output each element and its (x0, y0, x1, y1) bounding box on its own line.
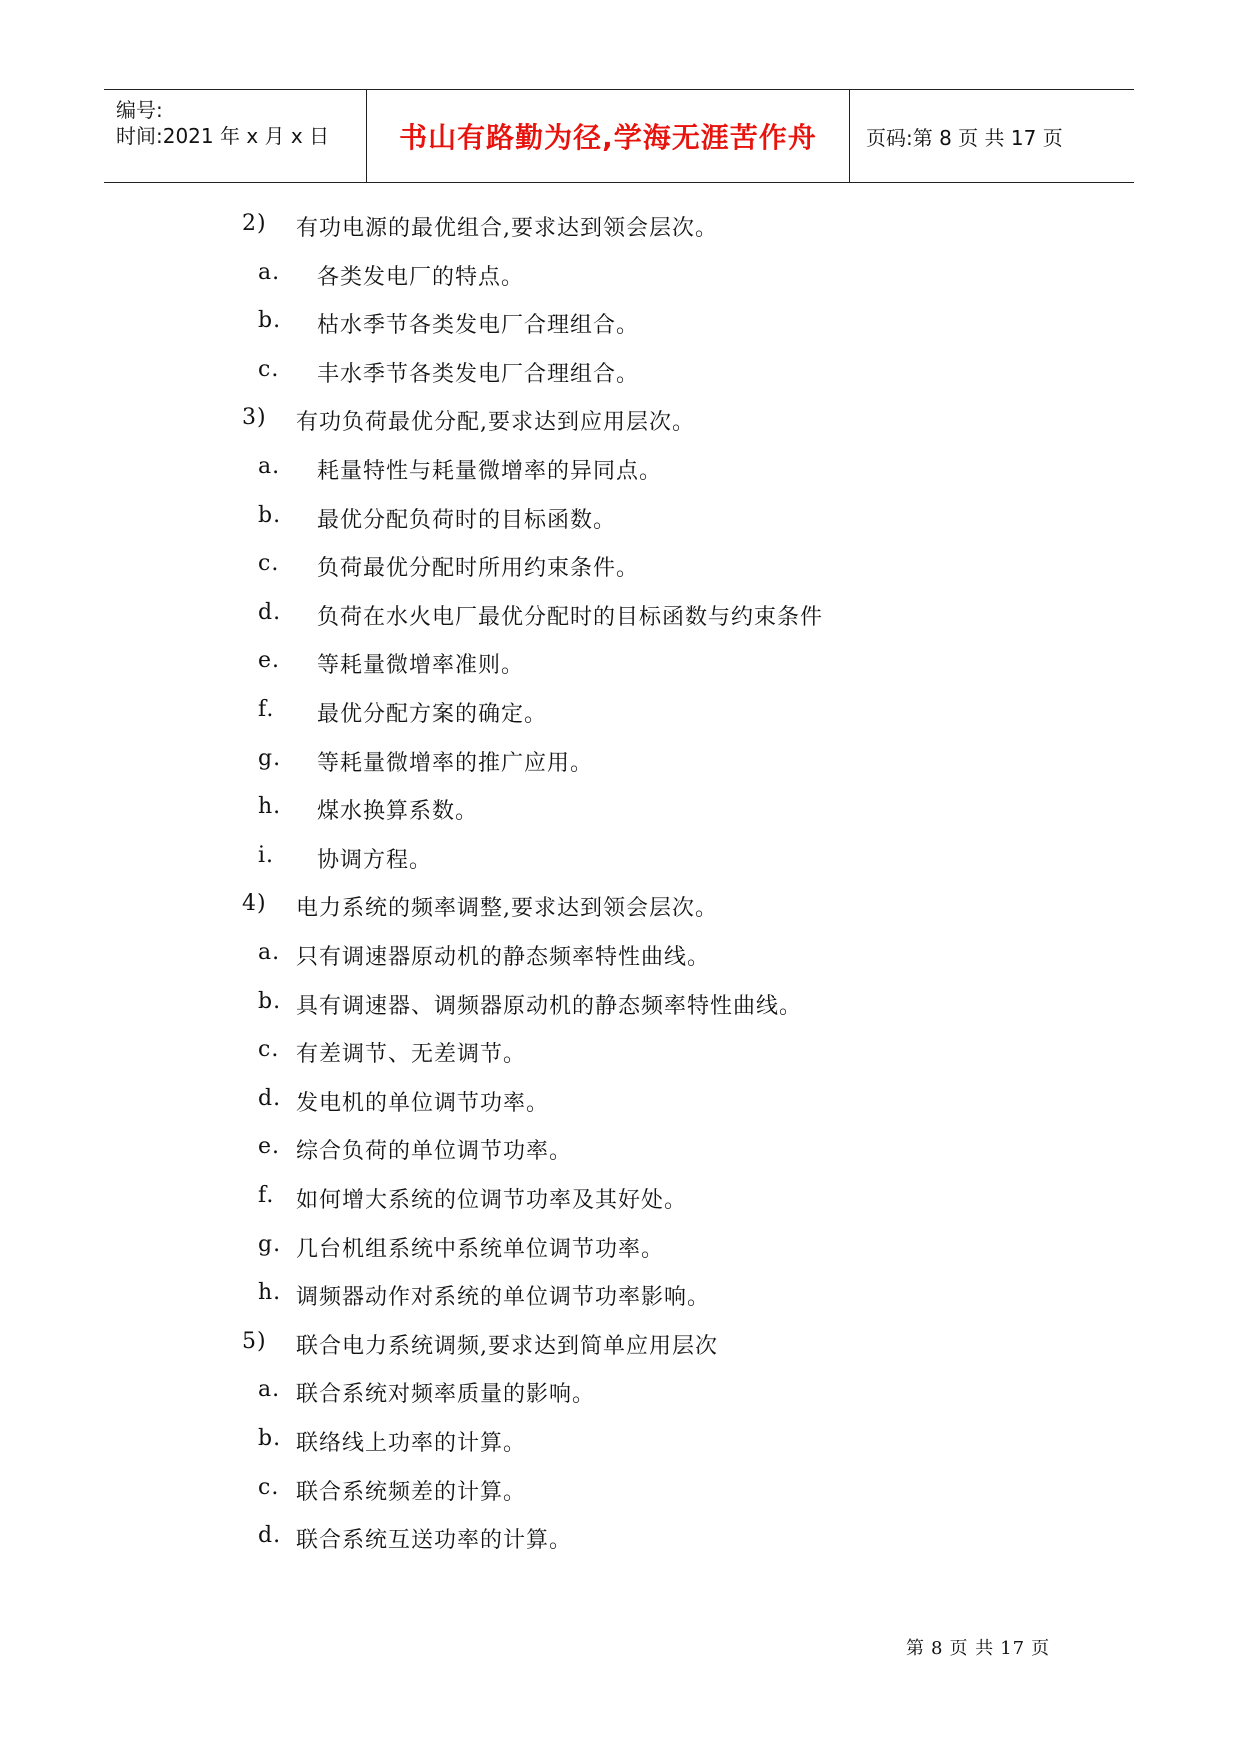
item-text: 如何增大系统的位调节功率及其好处。 (296, 1188, 688, 1213)
footer-suffix: 页 (1031, 1638, 1051, 1659)
item-letter: b. (258, 502, 282, 528)
section-title: 电力系统的频率调整,要求达到领会层次。 (296, 896, 718, 922)
item-letter: e. (258, 1134, 281, 1160)
section-title: 联合电力系统调频,要求达到简单应用层次 (296, 1333, 718, 1359)
page-header (104, 89, 1134, 183)
item-text: 具有调速器、调频器原动机的静态频率特性曲线。 (296, 993, 803, 1019)
item-letter: a. (258, 259, 281, 285)
header-right-cell (850, 90, 1134, 182)
item-letter: c. (258, 1474, 280, 1500)
item-letter: g. (258, 745, 282, 771)
item-letter: b. (258, 1426, 282, 1451)
section-number: 2) (242, 211, 267, 236)
header-page-label: 页码:第 8 页 共 17 页 (866, 126, 1063, 150)
item-text: 有差调节、无差调节。 (296, 1042, 527, 1068)
item-text: 耗量特性与耗量微增率的异同点。 (317, 459, 663, 484)
doc-number-label: 编号: (116, 98, 163, 122)
item-letter: d. (258, 599, 282, 625)
item-letter: e. (258, 648, 281, 674)
item-letter: f. (258, 697, 275, 722)
item-letter: b. (258, 988, 282, 1014)
item-text: 发电机的单位调节功率。 (296, 1090, 550, 1116)
section-number: 5) (242, 1328, 267, 1354)
footer-total-pages: 17 (1000, 1638, 1026, 1659)
item-letter: i. (258, 842, 275, 868)
item-letter: f. (258, 1183, 275, 1208)
item-text: 协调方程。 (317, 847, 433, 873)
item-letter: d. (258, 1523, 282, 1549)
item-text: 联合系统频差的计算。 (296, 1479, 527, 1505)
item-letter: d. (258, 1085, 282, 1111)
item-text: 等耗量微增率的推广应用。 (317, 750, 594, 776)
item-letter: c. (258, 1037, 280, 1063)
item-letter: a. (258, 1377, 281, 1403)
section-title: 有功电源的最优组合,要求达到领会层次。 (296, 216, 718, 241)
section-number: 4) (242, 891, 267, 917)
item-letter: a. (258, 454, 281, 479)
item-letter: b. (258, 308, 282, 334)
item-letter: h. (258, 1280, 282, 1306)
item-text: 各类发电厂的特点。 (317, 264, 525, 290)
item-text: 联络线上功率的计算。 (296, 1431, 527, 1456)
footer-current-page: 8 (931, 1638, 944, 1659)
item-text: 负荷最优分配时所用约束条件。 (317, 556, 640, 582)
item-text: 几台机组系统中系统单位调节功率。 (296, 1236, 665, 1262)
page-footer (906, 1634, 1056, 1660)
item-text: 调频器动作对系统的单位调节功率影响。 (296, 1285, 711, 1311)
section-title: 有功负荷最优分配,要求达到应用层次。 (296, 410, 695, 436)
item-text: 负荷在水火电厂最优分配时的目标函数与约束条件 (317, 604, 824, 630)
item-text: 联合系统对频率质量的影响。 (296, 1382, 596, 1408)
item-text: 等耗量微增率准则。 (317, 653, 525, 679)
header-middle-cell (367, 90, 850, 182)
item-text: 只有调速器原动机的静态频率特性曲线。 (296, 945, 711, 970)
item-text: 联合系统互送功率的计算。 (296, 1528, 573, 1554)
item-letter: g. (258, 1231, 282, 1257)
item-text: 综合负荷的单位调节功率。 (296, 1139, 573, 1165)
item-text: 丰水季节各类发电厂合理组合。 (317, 361, 640, 387)
header-left-cell (104, 90, 367, 182)
item-text: 最优分配负荷时的目标函数。 (317, 507, 617, 533)
item-letter: c. (258, 551, 280, 577)
section-number: 3) (242, 405, 267, 431)
item-letter: c. (258, 356, 280, 382)
item-text: 最优分配方案的确定。 (317, 702, 548, 727)
item-letter: a. (258, 940, 281, 965)
footer-mid: 页 共 (949, 1638, 995, 1659)
footer-prefix: 第 (906, 1638, 925, 1659)
item-text: 煤水换算系数。 (317, 799, 479, 825)
item-letter: h. (258, 794, 282, 820)
header-motto: 书山有路勤为径,学海无涯苦作舟 (399, 121, 817, 154)
item-text: 枯水季节各类发电厂合理组合。 (317, 313, 640, 339)
time-label: 时间:2021 年 x 月 x 日 (116, 124, 330, 148)
